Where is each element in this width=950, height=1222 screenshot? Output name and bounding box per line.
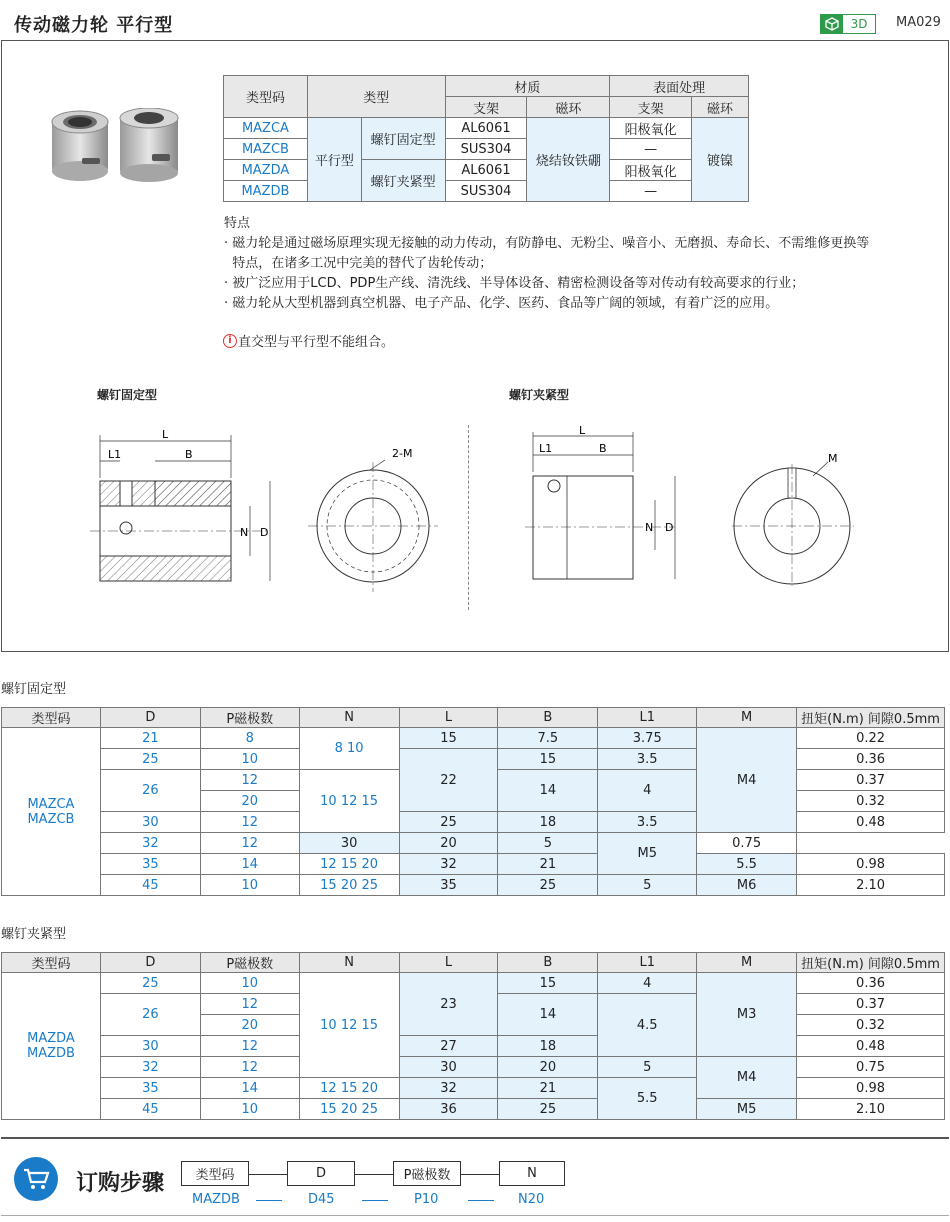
3d-button[interactable] [820, 14, 876, 34]
p-cell[interactable]: 12 [200, 770, 299, 791]
dim-N: N [240, 526, 249, 539]
l-cell: 25 [399, 812, 498, 833]
col-header: N [299, 953, 399, 973]
dim-N: N [645, 521, 654, 534]
b-cell: 25 [498, 1099, 598, 1120]
clamp-side-drawing [525, 420, 685, 590]
type-clamp: 螺钉夹紧型 [361, 160, 445, 202]
l1-cell: 4.5 [598, 994, 697, 1057]
dim-2M: 2-M [392, 447, 413, 460]
p-cell[interactable]: 10 [200, 1099, 299, 1120]
torque-cell: 0.48 [797, 812, 945, 833]
section-title-clamp: 螺钉夹紧型 [1, 927, 67, 942]
col-header: B [498, 708, 598, 728]
p-cell[interactable]: 20 [200, 1015, 299, 1036]
p-cell[interactable]: 12 [200, 994, 299, 1015]
cart-icon [14, 1157, 58, 1201]
l-cell: 23 [399, 973, 498, 1036]
order-label-code: 类型码 [181, 1161, 249, 1186]
d-value[interactable]: 26 [142, 783, 159, 798]
torque-cell: 0.32 [797, 1015, 945, 1036]
code-cell[interactable] [2, 728, 101, 896]
order-value-d: D45 [308, 1192, 335, 1207]
section-title-fixed: 螺钉固定型 [1, 682, 67, 697]
code-link[interactable]: MAZDA [27, 1031, 75, 1046]
l-cell: 36 [399, 1099, 498, 1120]
code-link[interactable]: MAZDA [224, 160, 308, 181]
col-header: L [399, 708, 498, 728]
3d-label: 3D [850, 17, 868, 31]
header-bracket2: 支架 [610, 97, 692, 118]
mat-cell: SUS304 [445, 139, 527, 160]
torque-cell: 0.75 [697, 833, 797, 854]
col-header: L1 [598, 708, 697, 728]
order-value-n: N20 [518, 1192, 545, 1207]
torque-cell: 0.98 [797, 854, 945, 875]
l-cell: 22 [399, 749, 498, 812]
l1-cell: 5.5 [697, 854, 797, 875]
ring-material: 烧结钕铁硼 [527, 118, 610, 202]
b-cell: 7.5 [498, 728, 598, 749]
n-cell[interactable]: 12 15 20 [299, 1078, 399, 1099]
b-cell: 14 [498, 770, 598, 812]
l-cell: 32 [399, 854, 498, 875]
n-cell[interactable]: 15 20 25 [299, 1099, 399, 1120]
b-cell: 20 [498, 1057, 598, 1078]
header-code: 类型码 [224, 76, 308, 118]
surf-cell: — [610, 181, 692, 202]
l1-cell: 4 [598, 770, 697, 812]
n-cell[interactable]: 15 20 25 [299, 875, 399, 896]
page-title: 传动磁力轮 平行型 [14, 15, 174, 36]
header-ring2: 磁环 [692, 97, 749, 118]
feature-line: 特点，在诸多工况中完美的替代了齿轮传动； [224, 256, 493, 271]
d-cell[interactable]: 25 [100, 749, 200, 770]
b-cell: 21 [498, 854, 598, 875]
code-cell[interactable] [2, 973, 101, 1120]
l1-cell: 3.5 [598, 812, 697, 833]
b-cell: 20 [399, 833, 498, 854]
dim-L: L [162, 428, 169, 441]
p-cell[interactable]: 12 [200, 833, 299, 854]
p-cell[interactable]: 12 [200, 1057, 299, 1078]
dim-D: D [260, 526, 269, 539]
p-cell[interactable]: 14 [200, 854, 299, 875]
divider [468, 425, 469, 610]
torque-cell: 0.98 [797, 1078, 945, 1099]
d-cell[interactable]: 21 [100, 728, 200, 749]
l-cell: 15 [399, 728, 498, 749]
m-cell: M5 [598, 833, 697, 875]
m-cell: M3 [697, 973, 797, 1057]
dim-D: D [665, 521, 674, 534]
mat-cell: SUS304 [445, 181, 527, 202]
d-cell[interactable] [100, 770, 200, 812]
info-icon: i [223, 334, 237, 348]
surf-cell: 阳极氧化 [610, 160, 692, 181]
connector [362, 1200, 388, 1201]
l1-cell: 3.5 [598, 749, 697, 770]
d-cell[interactable]: 45 [100, 1099, 200, 1120]
p-cell[interactable]: 10 [200, 973, 299, 994]
type-main: 平行型 [307, 118, 361, 202]
torque-cell: 0.36 [797, 973, 945, 994]
d-cell[interactable]: 32 [100, 1057, 200, 1078]
torque-cell: 0.32 [797, 791, 945, 812]
d-cell[interactable]: 30 [100, 812, 200, 833]
m-cell: M5 [697, 1099, 797, 1120]
d-cell[interactable]: 26 [100, 994, 200, 1036]
order-value-p: P10 [414, 1192, 439, 1207]
l1-cell: 5 [598, 875, 697, 896]
code-link[interactable]: MAZDB [26, 1046, 75, 1061]
dim-B: B [185, 448, 193, 461]
col-header: M [697, 953, 797, 973]
warning-note [223, 331, 394, 350]
b-cell: 15 [498, 749, 598, 770]
order-value-code: MAZDB [192, 1192, 240, 1207]
order-label-n: N [499, 1161, 565, 1186]
l1-cell: 5 [598, 1057, 697, 1078]
b-cell: 14 [498, 994, 598, 1036]
surf-cell: — [610, 139, 692, 160]
l-cell: 35 [399, 875, 498, 896]
header-material: 材质 [445, 76, 610, 97]
b-cell: 25 [498, 875, 598, 896]
dim-L1: L1 [108, 448, 122, 461]
d-cell[interactable]: 35 [100, 1078, 200, 1099]
b-cell: 15 [498, 973, 598, 994]
d-cell[interactable]: 45 [100, 875, 200, 896]
features [224, 214, 914, 314]
product-photo [48, 108, 196, 186]
l1-cell: 5 [498, 833, 598, 854]
col-header: M [697, 708, 797, 728]
col-header: 类型码 [2, 708, 101, 728]
fixed-side-drawing [90, 420, 280, 590]
mat-cell: AL6061 [445, 160, 527, 181]
connector [249, 1174, 287, 1175]
order-label-p: P磁极数 [393, 1161, 461, 1186]
d-cell[interactable]: 35 [100, 854, 200, 875]
col-header: D [100, 708, 200, 728]
header-surface: 表面处理 [610, 76, 749, 97]
l-cell: 30 [299, 833, 399, 854]
p-cell[interactable]: 8 [200, 728, 299, 749]
p-cell[interactable]: 10 [200, 875, 299, 896]
header-bracket: 支架 [445, 97, 527, 118]
clamp-size-table [1, 952, 945, 1120]
d-cell[interactable]: 30 [100, 1036, 200, 1057]
torque-cell: 0.75 [797, 1057, 945, 1078]
l-cell: 30 [399, 1057, 498, 1078]
l1-cell: 5.5 [598, 1078, 697, 1120]
p-cell[interactable]: 14 [200, 1078, 299, 1099]
connector [468, 1200, 494, 1201]
order-title: 订购步骤 [76, 1171, 165, 1196]
torque-cell: 0.37 [797, 994, 945, 1015]
connector [355, 1174, 393, 1175]
col-header: L1 [598, 953, 697, 973]
code-link[interactable]: MAZDB [224, 181, 308, 202]
code-link[interactable]: MAZCB [27, 811, 75, 827]
torque-cell: 0.37 [797, 770, 945, 791]
p-cell[interactable]: 10 [200, 749, 299, 770]
b-cell: 18 [498, 812, 598, 833]
code-link[interactable]: MAZCA [224, 118, 308, 139]
n-cell[interactable]: 10 12 15 [299, 973, 399, 1078]
p-cell[interactable]: 20 [200, 791, 299, 812]
col-header: N [299, 708, 399, 728]
warning-text: 直交型与平行型不能组合。 [238, 335, 395, 350]
l-cell: 27 [399, 1036, 498, 1057]
feature-line: · 磁力轮是通过磁场原理实现无接触的动力传动，有防静电、无粉尘、噪音小、无磨损、寿命长、不需维修更换等 [224, 236, 870, 251]
dim-L1: L1 [539, 442, 553, 455]
drawing-label-clamp: 螺钉夹紧型 [509, 388, 570, 402]
header-type: 类型 [307, 76, 445, 118]
dim-M: M [828, 452, 838, 465]
product-code: MA029 [896, 15, 941, 30]
l-cell: 32 [399, 1078, 498, 1099]
surf-cell: 阳极氧化 [610, 118, 692, 139]
torque-cell: 0.48 [797, 1036, 945, 1057]
col-header: D [100, 953, 200, 973]
col-header: L [399, 953, 498, 973]
fixed-size-table [1, 707, 945, 896]
l1-cell: 4 [598, 973, 697, 994]
clamp-front-drawing [728, 446, 868, 586]
b-cell: 21 [498, 1078, 598, 1099]
feature-line: · 磁力轮从大型机器到真空机器、电子产品、化学、医药、食品等广阔的领域，有着广泛的应用。 [224, 296, 779, 311]
p-cell[interactable]: 12 [200, 1036, 299, 1057]
m-cell: M6 [697, 875, 797, 896]
connector [256, 1200, 282, 1201]
torque-cell: 0.36 [797, 749, 945, 770]
code-link[interactable]: MAZCA [27, 796, 75, 812]
col-header: B [498, 953, 598, 973]
b-cell: 18 [498, 1036, 598, 1057]
mat-cell: AL6061 [445, 118, 527, 139]
n-cell[interactable]: 8 10 [299, 728, 399, 770]
torque-cell: 0.22 [797, 728, 945, 749]
p-cell[interactable]: 12 [200, 812, 299, 833]
spec-table [223, 75, 749, 202]
code-link[interactable]: MAZCB [224, 139, 308, 160]
col-header: P磁极数 [200, 708, 299, 728]
d-cell[interactable]: 25 [100, 973, 200, 994]
fixed-front-drawing [300, 440, 450, 600]
dim-L: L [579, 424, 586, 437]
connector [461, 1174, 499, 1175]
features-title: 特点 [224, 216, 251, 231]
order-label-d: D [287, 1161, 355, 1186]
m-cell: M4 [697, 728, 797, 833]
torque-cell: 2.10 [797, 1099, 945, 1120]
col-header: 扭矩(N.m) 间隙0.5mm [797, 708, 945, 728]
m-cell: M4 [697, 1057, 797, 1099]
torque-cell: 2.10 [797, 875, 945, 896]
drawing-label-fixed: 螺钉固定型 [97, 388, 158, 402]
header-ring: 磁环 [527, 97, 610, 118]
d-cell[interactable]: 32 [100, 833, 200, 854]
dim-B: B [599, 442, 607, 455]
l1-cell: 3.75 [598, 728, 697, 749]
col-header: 类型码 [2, 953, 101, 973]
n-cell[interactable]: 10 12 15 [299, 770, 399, 833]
col-header: 扭矩(N.m) 间隙0.5mm [797, 953, 945, 973]
type-fixed: 螺钉固定型 [361, 118, 445, 160]
n-cell[interactable]: 12 15 20 [299, 854, 399, 875]
plating: 镀镍 [692, 118, 749, 202]
feature-line: · 被广泛应用于LCD、PDP生产线、清洗线、半导体设备、精密检测设备等对传动有较高要求的行业； [224, 276, 805, 291]
cube-icon [821, 15, 843, 33]
col-header: P磁极数 [200, 953, 299, 973]
